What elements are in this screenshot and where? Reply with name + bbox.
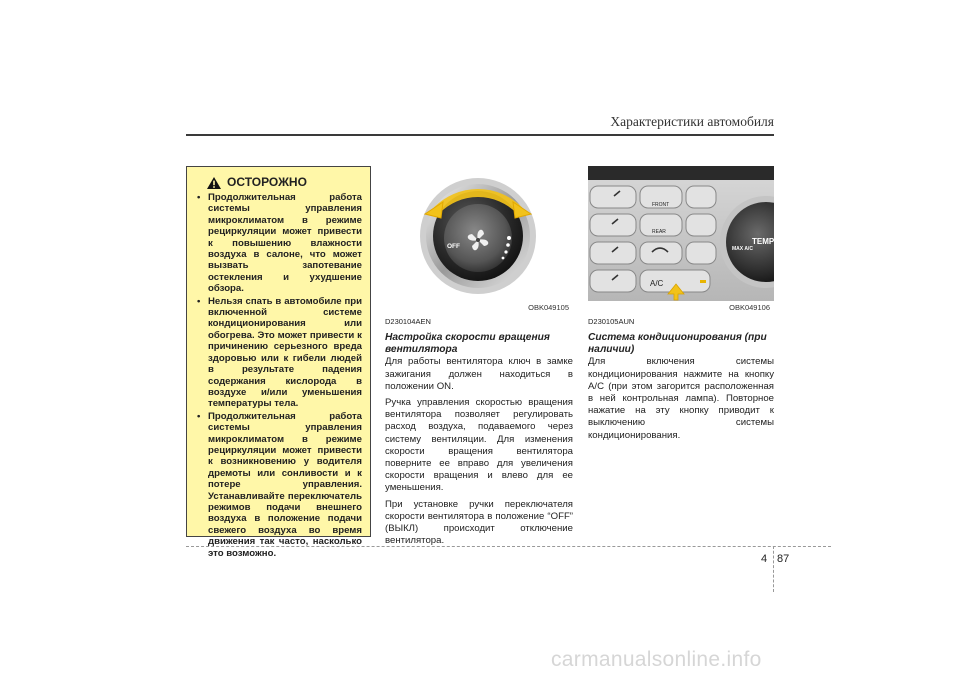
watermark: carmanualsonline.info (551, 648, 762, 671)
figure-code-2: OBK049106 (729, 303, 770, 312)
front-defrost-label: FRONT (652, 202, 670, 208)
warning-triangle-icon (207, 177, 221, 189)
footer-vertical-rule (773, 546, 774, 592)
caution-item-1: • Продолжительная работа системы управления микроклиматом в режиме рециркуляции может привести к повышению влажности воздуха в салоне, что может вызвать запотевание остекления и ухудшение обзора. (195, 192, 362, 295)
page-chapter: 4 (761, 553, 768, 565)
section-code-1: D230104AEN (385, 317, 431, 326)
temp-label: TEMP (752, 237, 774, 246)
section-title-1: Настройка скорости вращения вентилятора (385, 332, 550, 355)
section-fan-speed (385, 316, 573, 551)
footer-rule (186, 546, 831, 547)
caution-heading-text: ОСТОРОЖНО (227, 175, 307, 190)
caution-list (195, 192, 362, 559)
caution-heading (207, 177, 362, 189)
paragraph-1-1: Для работы вентилятора ключ в замке зажигания должен находиться в положении ON. (385, 356, 573, 392)
caution-item-3: • Продолжительная работа системы управления микроклиматом в режиме рециркуляции может привести к возникновению у водителя дремоты или сонливости и к потере управления. Устанавливайте переключатель режимов подачи внешнего воздуха в положение подачи свежего воздуха во время движения так часто, насколько это возможно. (195, 411, 362, 559)
fan-knob-illustration (385, 166, 573, 301)
page-header-title: Характеристики автомобиля (610, 114, 774, 129)
caution-box (186, 166, 371, 559)
paragraph-1-3: При установке ручки переключателя скорости вентилятора в положение “OFF” (ВЫКЛ) происходит отключение вентилятора. (385, 498, 573, 547)
section-code-2: D230105AUN (588, 317, 635, 326)
paragraph-2-1: Для включения системы кондиционирования нажмите на кнопку A/C (при этом загорится расположенная в ней контрольная лампа). Повторное нажатие на эту кнопку приводит к выключению системы кондиционирования. (588, 356, 774, 441)
figure-code-1: OBK049105 (528, 303, 569, 312)
max-ac-label: MAX A/C (732, 246, 753, 252)
ac-panel-figure (588, 166, 774, 312)
ac-panel-illustration (588, 166, 774, 301)
rear-defrost-label: REAR (652, 229, 666, 235)
page-number: 87 (777, 553, 790, 565)
caution-item-2: • Нельзя спать в автомобиле при включенной системе кондиционирования или обогрева. Это может привести к причинению серьезного вреда здоровью или к гибели людей в результате падения содержания кислорода в воздухе и/или уменьшения температуры тела. (195, 296, 362, 410)
knob-off-label: OFF (447, 243, 460, 250)
paragraph-1-2: Ручка управления скоростью вращения вентилятора позволяет регулировать расход воздуха, подаваемого через систему вентиляции. Для изменения скорости вращения вентилятора поверните ее вправо для увеличения скорости вращения и влево для ее уменьшения. (385, 397, 573, 494)
header-rule (186, 134, 774, 136)
section-title-2: Система кондиционирования (при наличии) (588, 332, 767, 355)
section-air-conditioning (588, 316, 774, 446)
fan-knob-figure (385, 166, 573, 312)
ac-button-label: A/C (650, 279, 664, 288)
